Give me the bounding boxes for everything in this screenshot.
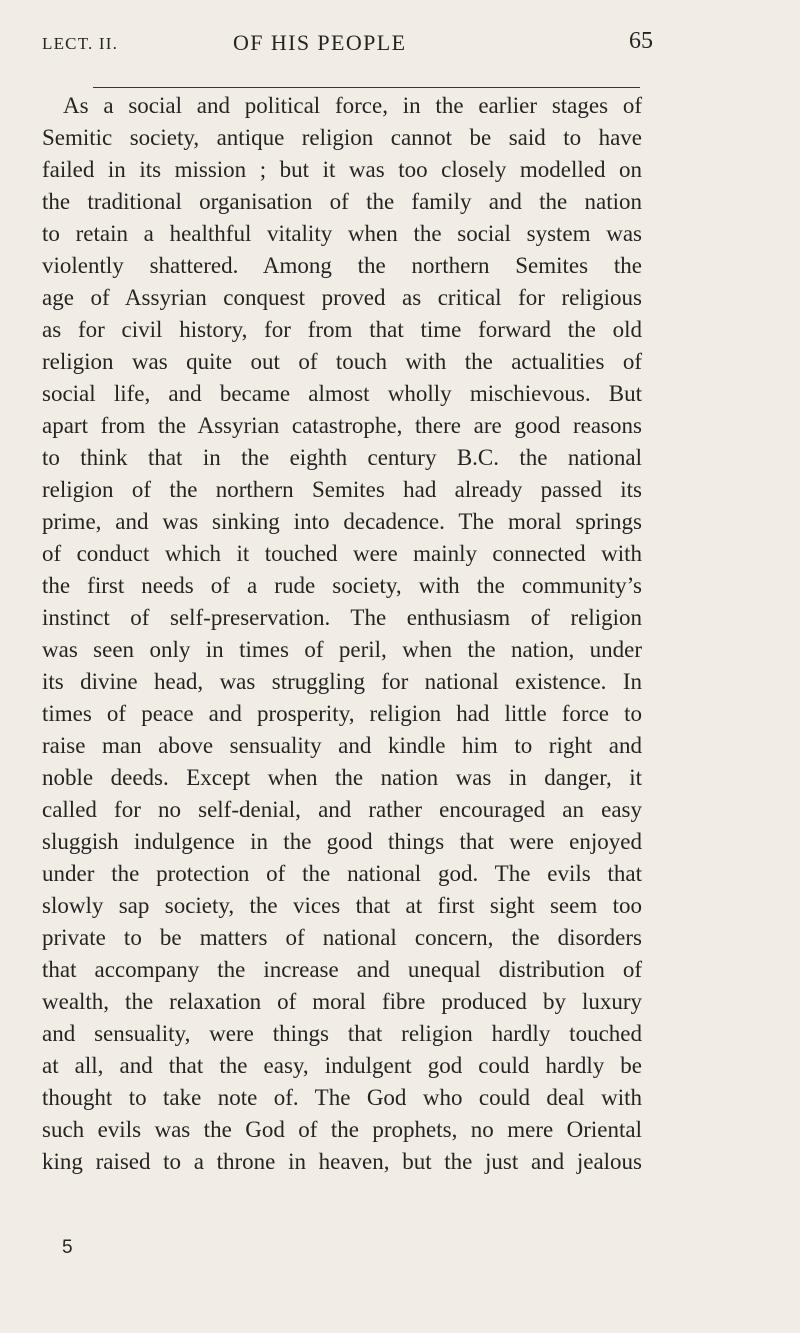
page-number: 65: [629, 28, 653, 54]
text-line: age of Assyrian conquest proved as critical for religious: [42, 285, 642, 310]
running-title: OF HIS PEOPLE: [233, 30, 407, 55]
text-line: slowly sap society, the vices that at first sight seem too: [42, 893, 642, 918]
body-text: [42, 90, 642, 1178]
text-line: the first needs of a rude society, with the community’s: [42, 573, 642, 598]
text-line: to retain a healthful vitality when the social system was: [42, 221, 642, 246]
text-line: called for no self-denial, and rather encouraged an easy: [42, 797, 642, 822]
text-line: was seen only in times of peril, when the nation, under: [42, 637, 642, 662]
running-header: [42, 28, 653, 62]
text-line: the traditional organisation of the family and the nation: [42, 189, 642, 214]
text-line: religion of the northern Semites had already passed its: [42, 477, 642, 502]
text-line: king raised to a throne in heaven, but the just and jealous: [42, 1149, 642, 1174]
text-line: that accompany the increase and unequal distribution of: [42, 957, 642, 982]
text-line: to think that in the eighth century B.C. the national: [42, 445, 642, 470]
text-line: noble deeds. Except when the nation was in danger, it: [42, 765, 642, 790]
text-line: thought to take note of. The God who could deal with: [42, 1085, 642, 1110]
lecture-label: LECT. II.: [42, 34, 119, 53]
text-line: failed in its mission ; but it was too closely modelled on: [42, 157, 642, 182]
text-line: such evils was the God of the prophets, no mere Oriental: [42, 1117, 642, 1142]
text-line: violently shattered. Among the northern Semites the: [42, 253, 642, 278]
text-line: and sensuality, were things that religion hardly touched: [42, 1021, 642, 1046]
text-line: sluggish indulgence in the good things that were enjoyed: [42, 829, 642, 854]
text-line: instinct of self-preservation. The enthusiasm of religion: [42, 605, 642, 630]
text-line: prime, and was sinking into decadence. The moral springs: [42, 509, 642, 534]
text-line: at all, and that the easy, indulgent god could hardly be: [42, 1053, 642, 1078]
text-line: private to be matters of national concern, the disorders: [42, 925, 642, 950]
header-rule: [93, 87, 640, 88]
text-line: times of peace and prosperity, religion had little force to: [42, 701, 642, 726]
text-line: religion was quite out of touch with the actualities of: [42, 349, 642, 374]
text-line: wealth, the relaxation of moral fibre produced by luxury: [42, 989, 642, 1014]
text-line: of conduct which it touched were mainly connected with: [42, 541, 642, 566]
text-line: as for civil history, for from that time forward the old: [42, 317, 642, 342]
text-line: Semitic society, antique religion cannot be said to have: [42, 125, 642, 150]
signature-mark: 5: [62, 1237, 73, 1258]
text-line: apart from the Assyrian catastrophe, there are good reasons: [42, 413, 642, 438]
text-line: under the protection of the national god. The evils that: [42, 861, 642, 886]
text-line: raise man above sensuality and kindle him to right and: [42, 733, 642, 758]
text-line: social life, and became almost wholly mischievous. But: [42, 381, 642, 406]
text-line: As a social and political force, in the earlier stages of: [63, 93, 642, 118]
text-line: its divine head, was struggling for national existence. In: [42, 669, 642, 694]
